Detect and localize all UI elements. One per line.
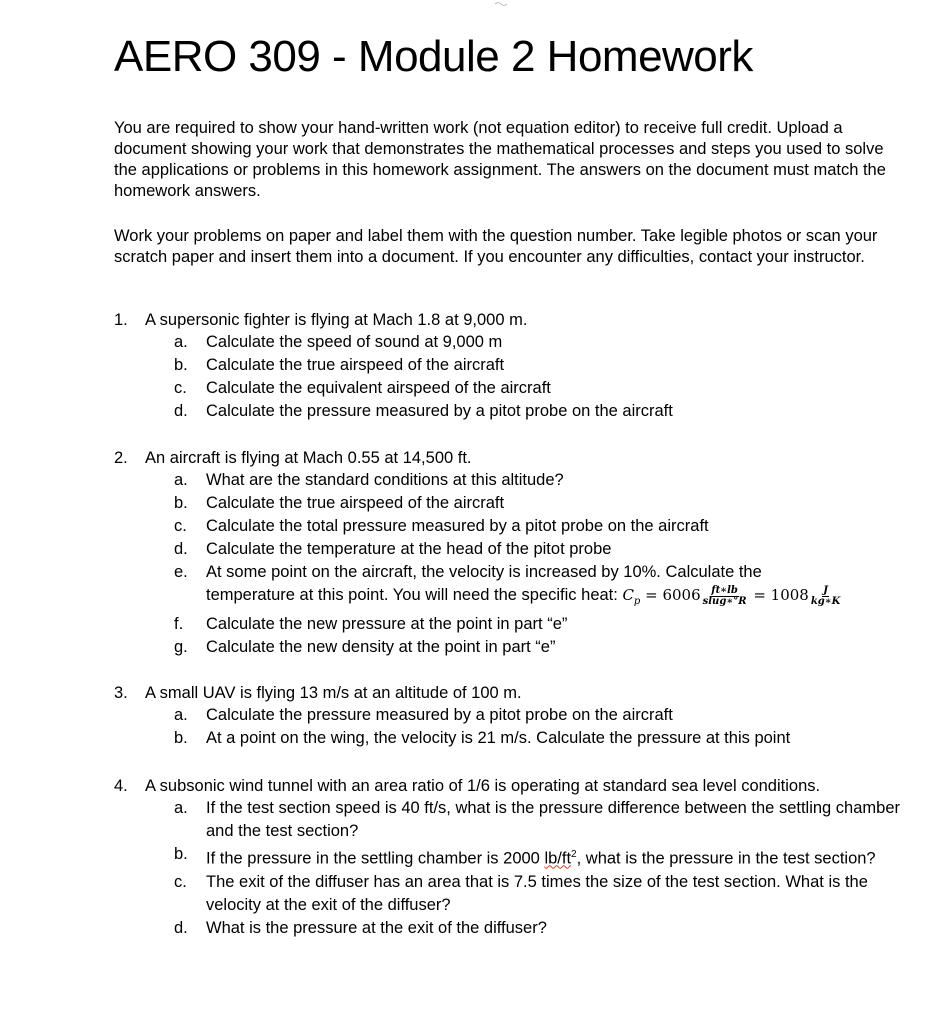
intro-paragraph-1: You are required to show your hand-written work (not equation editor) to receive full credit. Upload a document showing your work that demonstrates the mathematical processes and steps you used to solve the applications or problems in this homework assignment. The answers on the document must match the homework answers. <box>114 119 886 200</box>
specific-heat-formula <box>622 584 842 607</box>
part-text: What is the pressure at the exit of the diffuser? <box>206 918 547 937</box>
question-part <box>174 636 914 659</box>
part-label: b. <box>174 729 188 747</box>
question-part <box>174 400 914 423</box>
part-text: Calculate the true airspeed of the aircraft <box>206 356 505 374</box>
question-part <box>174 917 914 940</box>
part-label: a. <box>174 706 188 724</box>
page-title: AERO 309 - Module 2 Homework <box>114 32 753 81</box>
question-part <box>174 538 914 561</box>
part-text: Calculate the new density at the point in part “e” <box>206 638 556 656</box>
question-part <box>174 797 914 843</box>
formula-value-1: = 6006 <box>645 586 701 604</box>
part-label: c. <box>174 872 187 891</box>
part-label: b. <box>174 494 188 512</box>
part-text: If the pressure in the settling chamber is 2000 <box>206 849 545 868</box>
part-label: g. <box>174 638 188 656</box>
question-part <box>174 613 914 636</box>
part-text: Calculate the pressure measured by a pitot probe on the aircraft <box>206 402 673 420</box>
part-text: Calculate the total pressure measured by a pitot probe on the aircraft <box>206 517 709 535</box>
frac-num: J <box>823 584 828 596</box>
part-label: c. <box>174 517 187 535</box>
intro-paragraph-2: Work your problems on paper and label them with the question number. Take legible photos or scan your scratch paper and insert them into a document. If you encounter any difficulties, contact your instructor. <box>114 227 878 266</box>
question-number: 1. <box>114 311 128 329</box>
part-text: Calculate the speed of sound at 9,000 m <box>206 333 503 351</box>
formula-unit-2 <box>810 586 842 607</box>
part-label: a. <box>174 799 188 817</box>
scribble-mark-icon <box>494 0 510 8</box>
question-part <box>174 871 914 917</box>
frac-num: ft∗lb <box>711 584 738 596</box>
part-text: Calculate the pressure measured by a pitot probe on the aircraft <box>206 706 673 724</box>
question-2 <box>114 447 914 659</box>
frac-den: slug∗°R <box>702 595 747 607</box>
question-number: 2. <box>114 449 128 467</box>
question-text: A subsonic wind tunnel with an area ratio of 1/6 is operating at standard sea level conditions. <box>145 777 821 795</box>
formula-value-2: = 1008 <box>753 586 809 604</box>
part-text: If the test section speed is 40 ft/s, what is the pressure difference between the settling chamber and the test section? <box>206 799 900 840</box>
part-label: f. <box>174 615 184 633</box>
frac-den: kg∗K <box>810 595 841 607</box>
part-unit: lb/ft <box>544 849 572 868</box>
question-part <box>174 377 914 400</box>
question-part <box>174 727 914 750</box>
formula-sub: p <box>633 596 641 607</box>
part-text: Calculate the new pressure at the point in part “e” <box>206 615 568 633</box>
question-text: An aircraft is flying at Mach 0.55 at 14,500 ft. <box>145 449 472 467</box>
part-label: c. <box>174 379 187 397</box>
question-part <box>174 354 914 377</box>
question-part <box>174 561 914 613</box>
question-part <box>174 492 914 515</box>
question-part <box>174 515 914 538</box>
question-4 <box>114 775 914 940</box>
question-number: 4. <box>114 777 128 795</box>
part-text: Calculate the temperature at the head of the pitot probe <box>206 540 612 558</box>
question-3 <box>114 682 914 750</box>
formula-unit-1 <box>702 586 748 607</box>
part-label: d. <box>174 918 188 937</box>
part-label: d. <box>174 402 188 420</box>
question-part <box>174 704 914 727</box>
part-label: a. <box>174 471 188 489</box>
part-text: At a point on the wing, the velocity is 21 m/s. Calculate the pressure at this point <box>206 729 791 747</box>
question-text: A supersonic fighter is flying at Mach 1.8 at 9,000 m. <box>145 311 528 329</box>
question-part <box>174 469 914 492</box>
part-text: At some point on the aircraft, the velocity is increased by 10%. Calculate the <box>206 563 762 581</box>
part-text-post: , what is the pressure in the test section? <box>576 849 876 868</box>
part-label: b. <box>174 845 188 863</box>
part-text: Calculate the equivalent airspeed of the aircraft <box>206 379 551 397</box>
part-label: e. <box>174 563 188 581</box>
part-label: a. <box>174 333 188 351</box>
question-part <box>174 331 914 354</box>
part-text-cont: temperature at this point. You will need the specific heat: <box>206 586 618 604</box>
part-text: What are the standard conditions at this altitude? <box>206 471 564 489</box>
question-1 <box>114 309 914 423</box>
part-label: b. <box>174 356 188 374</box>
part-text: The exit of the diffuser has an area that is 7.5 times the size of the test section. What is the velocity at the exit of the diffuser? <box>206 872 868 914</box>
question-part <box>174 843 914 871</box>
formula-lhs: C <box>622 586 634 604</box>
question-number: 3. <box>114 684 128 702</box>
part-unit-sup: 2 <box>571 849 577 860</box>
part-text: Calculate the true airspeed of the aircraft <box>206 494 505 512</box>
question-text: A small UAV is flying 13 m/s at an altitude of 100 m. <box>145 684 522 702</box>
part-label: d. <box>174 540 188 558</box>
